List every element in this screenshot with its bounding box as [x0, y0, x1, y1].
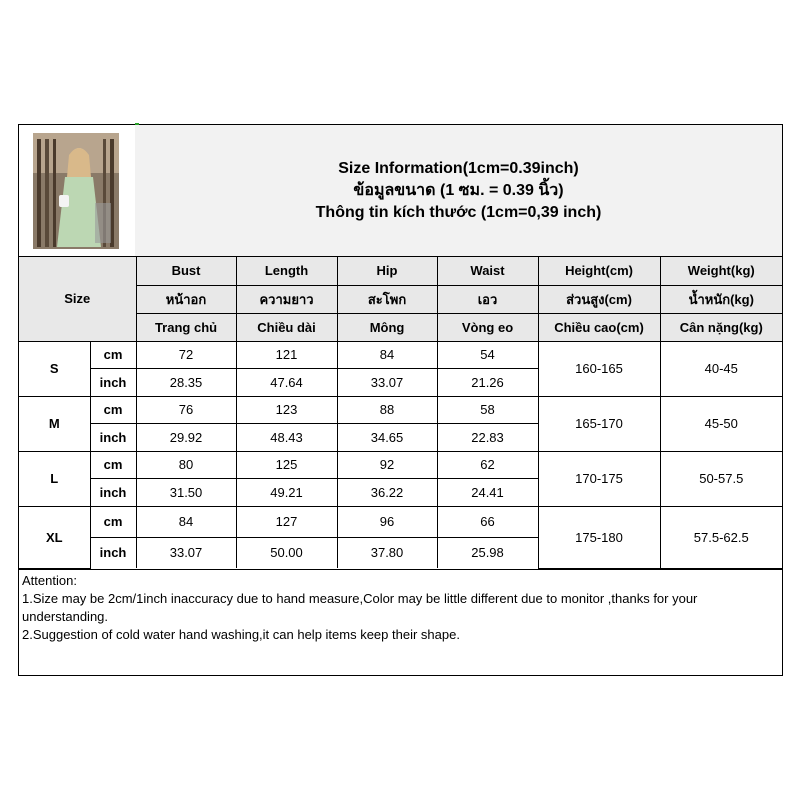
column-header-weight-vi: Cân nặng(kg): [660, 313, 782, 341]
size-label-m: M: [19, 396, 90, 451]
cell-l-bust-inch: 31.50: [136, 478, 236, 506]
column-header-length-th: ความยาว: [236, 285, 337, 313]
cell-l-height: 170-175: [538, 451, 660, 506]
cell-xl-waist-inch: 25.98: [437, 537, 538, 568]
cell-xl-length-inch: 50.00: [236, 537, 337, 568]
cell-s-height: 160-165: [538, 341, 660, 396]
column-header-weight-en: Weight(kg): [660, 257, 782, 285]
cell-m-height: 165-170: [538, 396, 660, 451]
size-label-s: S: [19, 341, 90, 396]
unit-cm: cm: [90, 341, 136, 368]
unit-inch: inch: [90, 423, 136, 451]
cell-l-hip-cm: 92: [337, 451, 437, 478]
cell-s-weight: 40-45: [660, 341, 782, 396]
cell-l-hip-inch: 36.22: [337, 478, 437, 506]
cell-xl-hip-inch: 37.80: [337, 537, 437, 568]
column-header-length-vi: Chiều dài: [236, 313, 337, 341]
cell-xl-waist-cm: 66: [437, 506, 538, 537]
cell-xl-bust-inch: 33.07: [136, 537, 236, 568]
cell-l-weight: 50-57.5: [660, 451, 782, 506]
cell-l-waist-cm: 62: [437, 451, 538, 478]
size-chart: [18, 124, 783, 676]
cell-xl-height: 175-180: [538, 506, 660, 568]
cell-m-bust-inch: 29.92: [136, 423, 236, 451]
title-vietnamese: Thông tin kích thước (1cm=0,39 inch): [315, 203, 602, 221]
cell-s-hip-cm: 84: [337, 341, 437, 368]
cell-xl-bust-cm: 84: [136, 506, 236, 537]
cell-s-bust-inch: 28.35: [136, 368, 236, 396]
cell-l-bust-cm: 80: [136, 451, 236, 478]
attention-note-1: 1.Size may be 2cm/1inch inaccuracy due to hand measure,Color may be little different due to monitor ,thanks for your understanding.: [22, 591, 698, 624]
attention-notes: [19, 569, 782, 675]
attention-note-2: 2.Suggestion of cold water hand washing,it can help items keep their shape.: [22, 627, 460, 642]
cell-m-waist-inch: 22.83: [437, 423, 538, 451]
title-area: [135, 125, 782, 256]
unit-cm: cm: [90, 506, 136, 537]
column-header-height-en: Height(cm): [538, 257, 660, 285]
cell-m-length-inch: 48.43: [236, 423, 337, 451]
size-table: [19, 257, 782, 569]
column-header-waist-en: Waist: [437, 257, 538, 285]
column-header-hip-en: Hip: [337, 257, 437, 285]
cell-l-length-cm: 125: [236, 451, 337, 478]
column-header-height-th: ส่วนสูง(cm): [538, 285, 660, 313]
cell-s-hip-inch: 33.07: [337, 368, 437, 396]
cell-s-waist-inch: 21.26: [437, 368, 538, 396]
cell-xl-hip-cm: 96: [337, 506, 437, 537]
column-header-hip-th: สะโพก: [337, 285, 437, 313]
cell-s-waist-cm: 54: [437, 341, 538, 368]
cell-s-bust-cm: 72: [136, 341, 236, 368]
cell-m-weight: 45-50: [660, 396, 782, 451]
column-header-waist-vi: Vòng eo: [437, 313, 538, 341]
cell-xl-weight: 57.5-62.5: [660, 506, 782, 568]
cell-m-waist-cm: 58: [437, 396, 538, 423]
title-thai: ข้อมูลขนาด (1 ซม. = 0.39 นิ้ว): [353, 181, 564, 199]
size-corner-label: Size: [19, 257, 136, 341]
unit-inch: inch: [90, 478, 136, 506]
unit-inch: inch: [90, 537, 136, 568]
column-header-length-en: Length: [236, 257, 337, 285]
cell-m-length-cm: 123: [236, 396, 337, 423]
title-english: Size Information(1cm=0.39inch): [338, 159, 579, 177]
unit-cm: cm: [90, 396, 136, 423]
cell-xl-length-cm: 127: [236, 506, 337, 537]
column-header-bust-th: หน้าอก: [136, 285, 236, 313]
size-label-l: L: [19, 451, 90, 506]
cell-m-bust-cm: 76: [136, 396, 236, 423]
unit-inch: inch: [90, 368, 136, 396]
unit-cm: cm: [90, 451, 136, 478]
cell-s-length-cm: 121: [236, 341, 337, 368]
column-header-bust-en: Bust: [136, 257, 236, 285]
product-photo: [19, 125, 135, 256]
cell-s-length-inch: 47.64: [236, 368, 337, 396]
column-header-waist-th: เอว: [437, 285, 538, 313]
column-header-weight-th: น้ำหนัก(kg): [660, 285, 782, 313]
product-photo-image: [19, 125, 135, 256]
cell-l-waist-inch: 24.41: [437, 478, 538, 506]
size-label-xl: XL: [19, 506, 90, 568]
cell-m-hip-cm: 88: [337, 396, 437, 423]
column-header-bust-vi: Trang chủ: [136, 313, 236, 341]
chart-header: [19, 125, 782, 257]
column-header-hip-vi: Mông: [337, 313, 437, 341]
cell-l-length-inch: 49.21: [236, 478, 337, 506]
cell-m-hip-inch: 34.65: [337, 423, 437, 451]
attention-heading: Attention:: [22, 573, 77, 588]
column-header-height-vi: Chiều cao(cm): [538, 313, 660, 341]
